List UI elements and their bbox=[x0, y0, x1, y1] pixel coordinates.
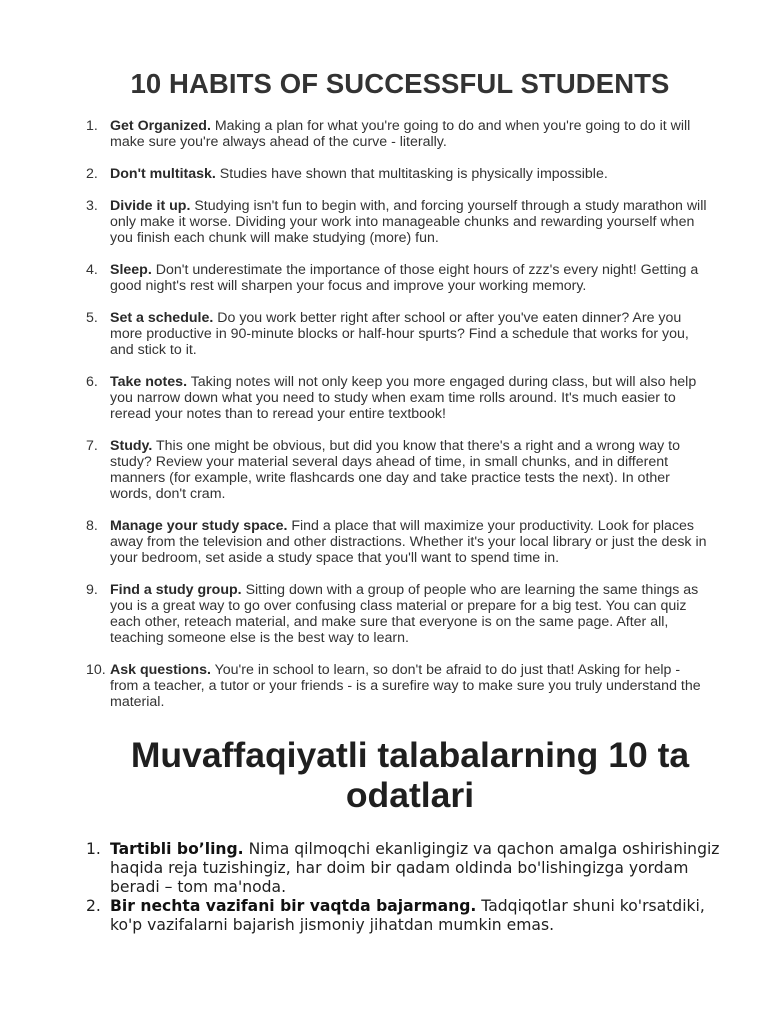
item-text: Nima qilmoqchi ekanligingiz va qachon amalga oshirishingiz haqida reja tuzishingiz, har doim bir qadam oldinda bo'lishingizga yordam beradi – tom ma'noda. bbox=[110, 840, 720, 896]
item-number: 2. bbox=[86, 166, 98, 182]
item-heading: Take notes. bbox=[110, 374, 188, 390]
list-item bbox=[0, 840, 720, 897]
list-item bbox=[0, 374, 712, 422]
item-text: Find a place that will maximize your productivity. Look for places away from the television and other distractions. Whether it's your local library or just the desk in your bedroom, set aside a study space that you'll want to spend time in. bbox=[110, 518, 707, 566]
list-item bbox=[0, 897, 720, 935]
item-text: Studies have shown that multitasking is physically impossible. bbox=[215, 166, 608, 182]
item-text: Taking notes will not only keep you more engaged during class, but will also help you narrow down what you need to study when exam time rolls around. It's much easier to reread your notes than to reread your entire textbook! bbox=[110, 374, 697, 422]
list-item bbox=[0, 198, 712, 246]
list-item bbox=[0, 166, 712, 182]
item-number: 6. bbox=[86, 374, 98, 390]
item-number: 10. bbox=[86, 662, 106, 678]
item-heading: Bir nechta vazifani bir vaqtda bajarmang. bbox=[110, 897, 477, 915]
item-number: 8. bbox=[86, 518, 98, 534]
item-number: 1. bbox=[86, 840, 101, 858]
habits-list-uzbek bbox=[0, 840, 768, 935]
list-item bbox=[0, 518, 712, 566]
list-item bbox=[0, 310, 712, 358]
item-heading: Tartibli bo’ling. bbox=[110, 840, 244, 858]
item-heading: Find a study group. bbox=[110, 582, 242, 598]
list-item bbox=[0, 438, 712, 502]
item-text: Studying isn't fun to begin with, and forcing yourself through a study marathon will only make it worse. Dividing your work into manageable chunks and rewarding yourself when you finish each chunk will make studying (more) fun. bbox=[110, 198, 707, 246]
item-text: This one might be obvious, but did you know that there's a right and a wrong way to study? Review your material several days ahead of time, in small chunks, and in different manners (for example, write flashcards one day and take practice tests the next). In other words, don't cram. bbox=[110, 438, 681, 502]
page-title: 10 HABITS OF SUCCESSFUL STUDENTS bbox=[130, 68, 670, 99]
item-text: Do you work better right after school or after you've eaten dinner? Are you more productive in 90-minute blocks or half-hour spurts? Find a schedule that works for you, and stick to it. bbox=[110, 310, 689, 358]
habits-list-english bbox=[0, 118, 768, 726]
item-heading: Ask questions. bbox=[110, 662, 211, 678]
item-number: 1. bbox=[86, 118, 98, 134]
list-item bbox=[0, 582, 712, 646]
list-item bbox=[0, 118, 712, 150]
item-text: Sitting down with a group of people who are learning the same things as you is a great way to go over confusing class material or prepare for a big test. You can quiz each other, reteach material, and make sure that everyone is on the same page. After all, teaching someone else is the best way to learn. bbox=[110, 582, 699, 646]
item-text: You're in school to learn, so don't be afraid to do just that! Asking for help - from a teacher, a tutor or your friends - is a surefire way to make sure you truly understand the material. bbox=[110, 662, 701, 710]
item-number: 7. bbox=[86, 438, 98, 454]
item-heading: Set a schedule. bbox=[110, 310, 214, 326]
item-text: Don't underestimate the importance of those eight hours of zzz's every night! Getting a good night's rest will sharpen your focus and improve your working memory. bbox=[110, 262, 699, 294]
item-heading: Sleep. bbox=[110, 262, 152, 278]
item-number: 9. bbox=[86, 582, 98, 598]
item-heading: Get Organized. bbox=[110, 118, 211, 134]
item-text: Making a plan for what you're going to do and when you're going to do it will make sure you're always ahead of the curve - literally. bbox=[110, 118, 691, 150]
item-number: 2. bbox=[86, 897, 101, 915]
item-number: 5. bbox=[86, 310, 98, 326]
item-number: 4. bbox=[86, 262, 98, 278]
item-heading: Study. bbox=[110, 438, 153, 454]
item-text: Tadqiqotlar shuni ko'rsatdiki, ko'p vazifalarni bajarish jismoniy jihatdan mumkin emas. bbox=[110, 897, 705, 934]
item-number: 3. bbox=[86, 198, 98, 214]
item-heading: Don't multitask. bbox=[110, 166, 216, 182]
section-title-uzbek: Muvaffaqiyatli talabalarning 10 ta odatlari bbox=[130, 735, 690, 815]
list-item bbox=[0, 662, 712, 710]
item-heading: Divide it up. bbox=[110, 198, 191, 214]
list-item bbox=[0, 262, 712, 294]
item-heading: Manage your study space. bbox=[110, 518, 288, 534]
